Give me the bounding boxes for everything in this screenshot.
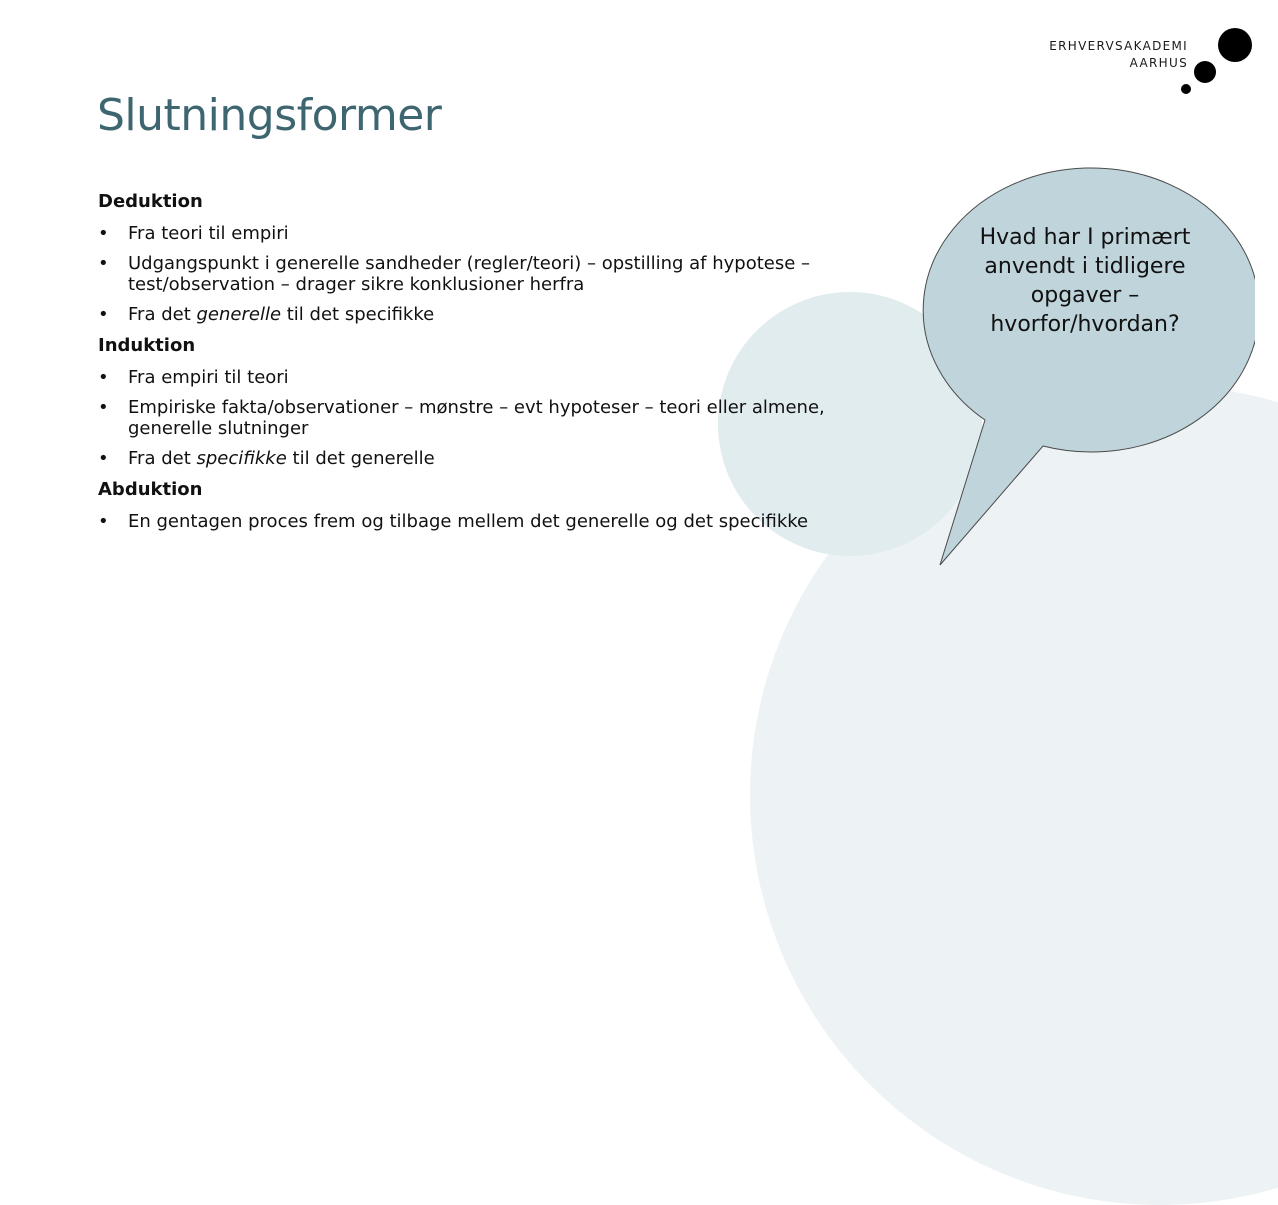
bullet-list-deduktion [98, 223, 908, 325]
list-item [98, 367, 908, 388]
bullet-list-abduktion [98, 511, 908, 532]
slide-title: Slutningsformer [97, 90, 442, 141]
list-item [98, 253, 908, 295]
list-item-text: Udgangspunkt i generelle sandheder (regler/teori) – opstilling af hypotese – test/observation – drager sikre konklusioner herfra [128, 253, 811, 295]
bullet-list-induktion [98, 367, 908, 469]
list-item [98, 304, 908, 325]
list-item-text-post: til det generelle [286, 448, 435, 469]
list-item-text-post: til det specifikke [281, 304, 435, 325]
list-item [98, 223, 908, 244]
list-item [98, 397, 908, 439]
list-item-text: En gentagen proces frem og tilbage mellem det generelle og det specifikke [128, 511, 809, 532]
logo-dot-large [1218, 28, 1252, 62]
list-item [98, 511, 908, 532]
section-heading-abduktion: Abduktion [98, 479, 203, 500]
list-item-text-emphasis: specifikke [196, 448, 287, 469]
logo [1049, 26, 1260, 98]
list-item-text-pre: Fra det [128, 448, 197, 469]
logo-dot-small [1181, 84, 1191, 94]
logo-dot-medium [1194, 61, 1216, 83]
list-item-text: Fra teori til empiri [128, 223, 289, 244]
slide-content [98, 190, 908, 541]
section-heading-deduktion: Deduktion [98, 191, 203, 212]
list-item-text-emphasis: generelle [196, 304, 282, 325]
list-item [98, 448, 908, 469]
list-item-text: Empiriske fakta/observationer – mønstre – evt hypoteser – teori eller almene, generelle slutninger [128, 397, 825, 439]
section-heading-induktion: Induktion [98, 335, 196, 356]
callout-text: Hvad har I primært anvendt i tidligere opgaver – hvorfor/hvordan? [979, 225, 1191, 337]
list-item-text: Fra empiri til teori [128, 367, 289, 388]
speech-bubble [915, 165, 1255, 570]
list-item-text-pre: Fra det [128, 304, 197, 325]
logo-line-1: ERHVERVSAKADEMI [1049, 39, 1188, 53]
logo-line-2: AARHUS [1129, 56, 1188, 70]
